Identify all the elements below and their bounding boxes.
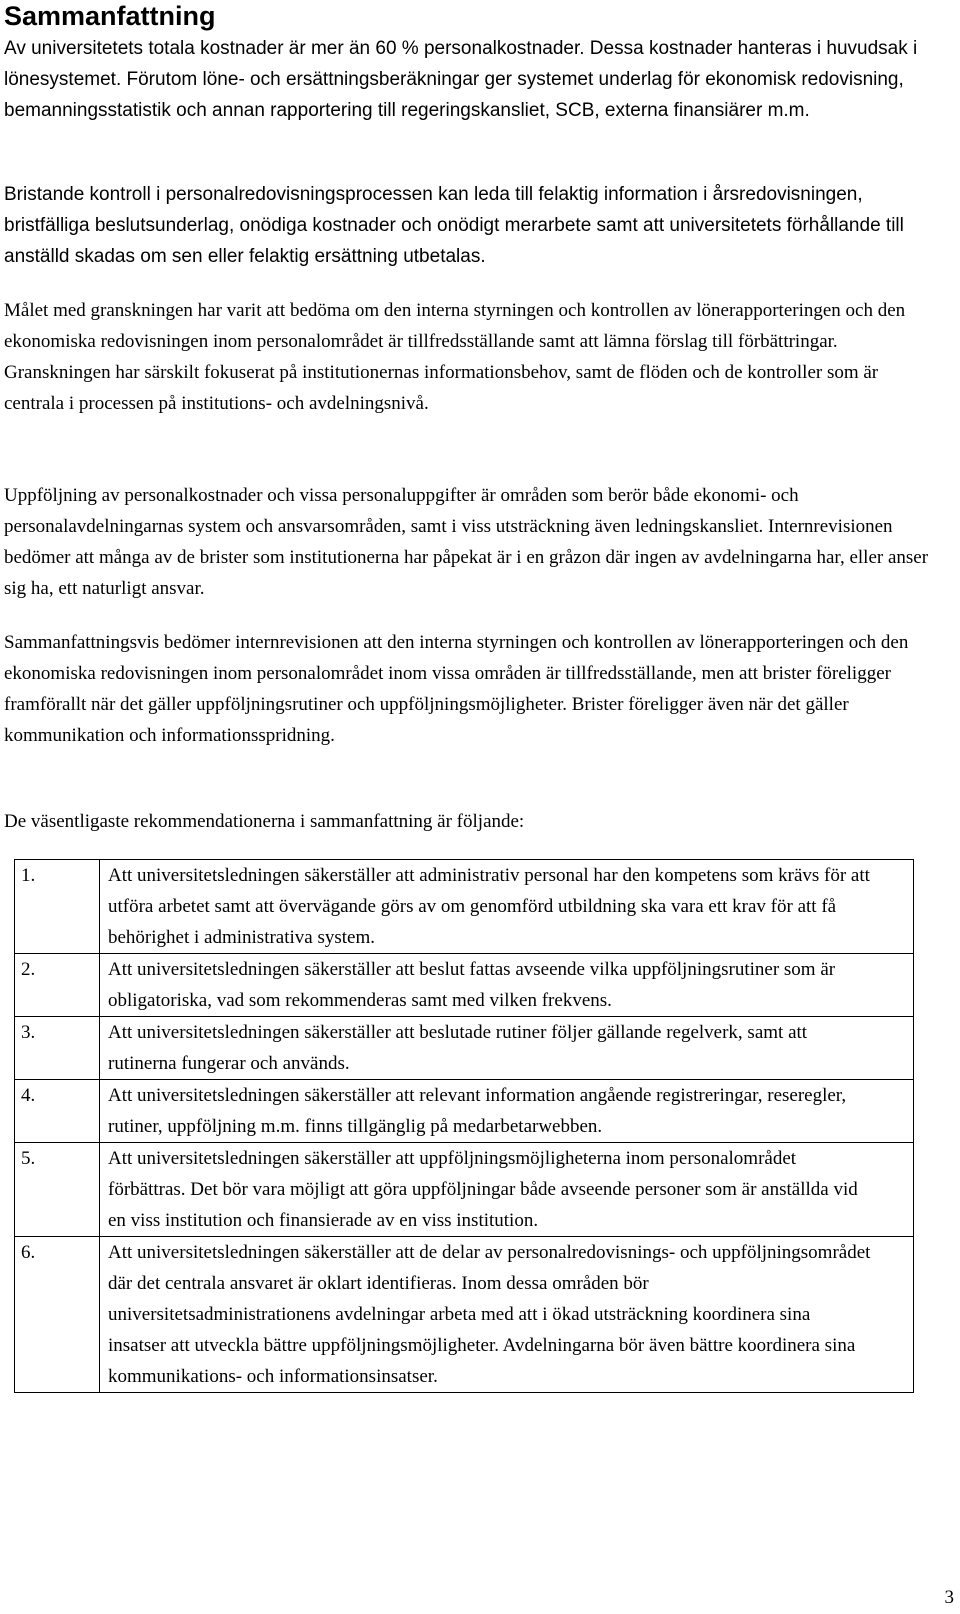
recommendation-number: 3. bbox=[15, 1017, 100, 1080]
intro-paragraph: Av universitetets totala kostnader är mer än 60 % personalkostnader. Dessa kostnader hanteras i huvudsak i lönesystemet. Förutom löne- och ersättningsberäkningar ger systemet underlag för ekonomisk redovisning, bemanningsstatistik och annan rapportering till regeringskansliet, SCB, externa finansiärer m.m. bbox=[4, 38, 918, 121]
recommendation-number: 2. bbox=[15, 954, 100, 1017]
table-row bbox=[15, 1237, 914, 1393]
recommendation-number: 1. bbox=[15, 860, 100, 954]
recommendation-text: Att universitetsledningen säkerställer att de delar av personalredovisnings- och uppföljningsområdet där det centrala ansvaret är oklart identifieras. Inom dessa områden bör universitetsadministrationens avdelningar arbeta med att i ökad utsträckning koordinera sina insatser att utveckla bättre uppföljningsmöjligheter. Avdelningarna bör även bättre koordinera sina kommunikations- och informationsinsatser. bbox=[100, 1237, 914, 1393]
risk-paragraph: Bristande kontroll i personalredovisningsprocessen kan leda till felaktig information i årsredovisningen, bristfälliga beslutsunderlag, onödiga kostnader och onödigt merarbete samt att universitetets förhållande till anställd skadas om sen eller felaktig ersättning utbetalas. bbox=[4, 184, 904, 267]
recommendation-text: Att universitetsledningen säkerställer att uppföljningsmöjligheterna inom personalområdet förbättras. Det bör vara möjligt att göra uppföljningar både avseende personer som är anställda vid en viss institution och finansierade av en viss institution. bbox=[100, 1143, 914, 1237]
recommendations-lead: De väsentligaste rekommendationerna i sammanfattning är följande: bbox=[4, 811, 525, 832]
table-row bbox=[15, 1080, 914, 1143]
follow-up-paragraph: Uppföljning av personalkostnader och vissa personaluppgifter är områden som berör både ekonomi- och personalavdelningarnas system och ansvarsområden, samt i viss utsträckning även ledningskansliet. Internrevisionen bedömer att många av de brister som institutionerna har påpekat är i en gråzon där ingen av avdelningarna har, eller anser sig ha, ett naturligt ansvar. bbox=[4, 485, 929, 599]
summary-paragraph: Sammanfattningsvis bedömer internrevisionen att den interna styrningen och kontrollen av lönerapporteringen och den ekonomiska redovisningen inom personalområdet inom vissa områden är tillfredsställande, men att brister föreligger framförallt när det gäller uppföljningsrutiner och uppföljningsmöjligheter. Brister föreligger även när det gäller kommunikation och informationsspridning. bbox=[4, 632, 909, 746]
recommendation-number: 4. bbox=[15, 1080, 100, 1143]
recommendations-table bbox=[14, 859, 914, 1393]
table-row bbox=[15, 1017, 914, 1080]
page-number: 3 bbox=[944, 1587, 954, 1608]
page-title: Sammanfattning bbox=[4, 1, 216, 31]
table-row bbox=[15, 860, 914, 954]
recommendation-text: Att universitetsledningen säkerställer att administrativ personal har den kompetens som krävs för att utföra arbetet samt att övervägande görs av om genomförd utbildning ska vara ett krav för att få behörighet i administrativa system. bbox=[100, 860, 914, 954]
table-row bbox=[15, 1143, 914, 1237]
recommendation-text: Att universitetsledningen säkerställer att beslutade rutiner följer gällande regelverk, samt att rutinerna fungerar och används. bbox=[100, 1017, 914, 1080]
goal-paragraph: Målet med granskningen har varit att bedöma om den interna styrningen och kontrollen av lönerapporteringen och den ekonomiska redovisningen inom personalområdet är tillfredsställande samt att lämna förslag till förbättringar. Granskningen har särskilt fokuserat på institutionernas informationsbehov, samt de flöden och de kontroller som är centrala i processen på institutions- och avdelningsnivå. bbox=[4, 300, 906, 414]
recommendation-text: Att universitetsledningen säkerställer att relevant information angående registreringar, reseregler, rutiner, uppföljning m.m. finns tillgänglig på medarbetarwebben. bbox=[100, 1080, 914, 1143]
table-row bbox=[15, 954, 914, 1017]
recommendation-number: 6. bbox=[15, 1237, 100, 1393]
recommendation-text: Att universitetsledningen säkerställer att beslut fattas avseende vilka uppföljningsrutiner som är obligatoriska, vad som rekommenderas samt med vilken frekvens. bbox=[100, 954, 914, 1017]
recommendation-number: 5. bbox=[15, 1143, 100, 1237]
